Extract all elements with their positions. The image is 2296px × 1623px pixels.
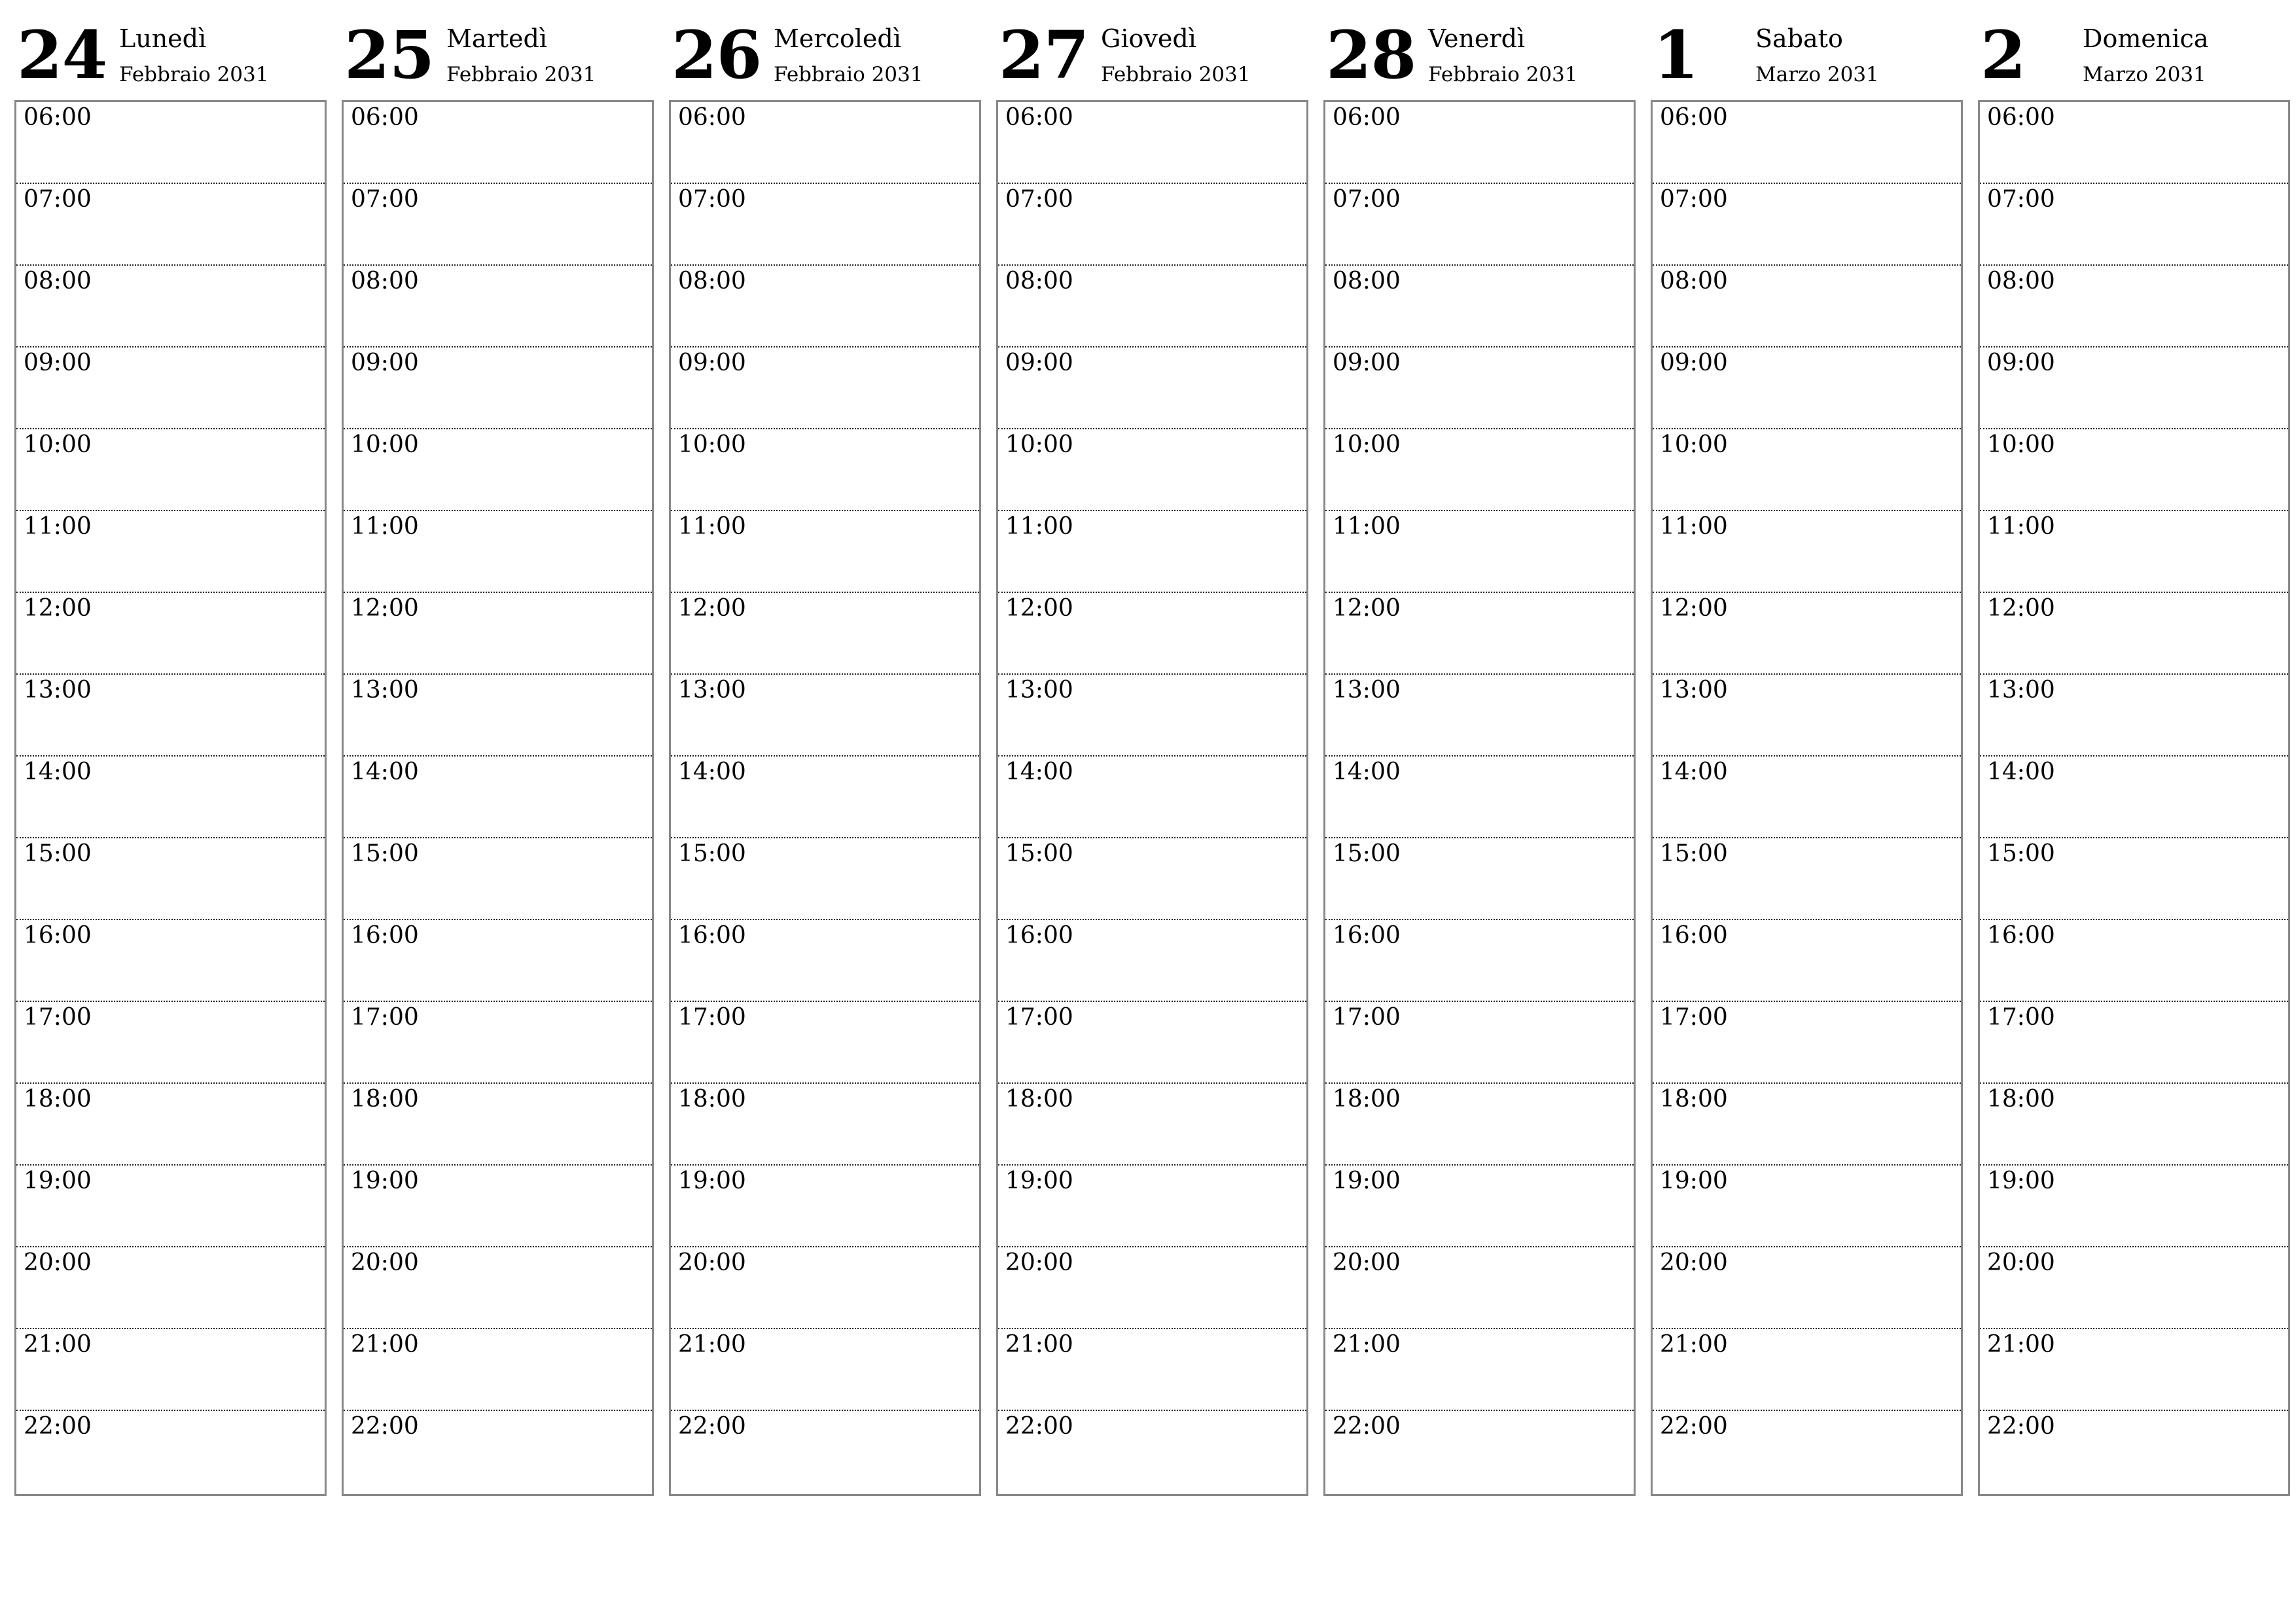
time-slot[interactable] [671, 348, 979, 429]
day-month: Febbraio 2031 [446, 63, 596, 86]
time-slot-label: 21:00 [1660, 1331, 1728, 1358]
time-slot[interactable] [344, 1247, 652, 1329]
time-slot[interactable] [998, 1411, 1306, 1493]
time-slot[interactable] [998, 184, 1306, 266]
time-slot-label: 11:00 [1987, 513, 2055, 540]
time-slot-label: 15:00 [1333, 840, 1401, 867]
time-slot-label: 15:00 [351, 840, 419, 867]
time-slot[interactable] [1980, 1247, 2288, 1329]
time-slot-label: 16:00 [1660, 922, 1728, 949]
day-month: Febbraio 2031 [1428, 63, 1578, 86]
time-slot[interactable] [1653, 675, 1961, 757]
day-number: 1 [1653, 16, 1698, 94]
time-slot-label: 16:00 [351, 922, 419, 949]
time-slot[interactable] [1325, 511, 1634, 593]
time-slot-label: 21:00 [24, 1331, 92, 1358]
time-slot[interactable] [998, 675, 1306, 757]
time-slot[interactable] [1325, 266, 1634, 348]
time-slot-label: 20:00 [351, 1249, 419, 1276]
time-slot-label: 18:00 [351, 1086, 419, 1113]
time-slot[interactable] [344, 429, 652, 511]
day-schedule-box [996, 100, 1308, 1496]
time-slot-label: 17:00 [24, 1004, 92, 1031]
time-slot-label: 08:00 [351, 268, 419, 294]
time-slot[interactable] [1653, 102, 1961, 184]
time-slot[interactable] [16, 920, 325, 1002]
time-slot-label: 08:00 [1005, 268, 1073, 294]
time-slot[interactable] [671, 1329, 979, 1411]
time-slot[interactable] [1325, 429, 1634, 511]
time-slot-label: 22:00 [351, 1413, 419, 1440]
time-slot[interactable] [1325, 1247, 1634, 1329]
time-slot[interactable] [998, 511, 1306, 593]
time-slot-label: 19:00 [1987, 1168, 2055, 1194]
time-slot[interactable] [1980, 838, 2288, 920]
time-slot-label: 13:00 [1987, 677, 2055, 704]
time-slot[interactable] [16, 266, 325, 348]
time-slot-label: 14:00 [1005, 758, 1073, 785]
time-slot[interactable] [671, 1411, 979, 1493]
time-slot-label: 07:00 [1660, 186, 1728, 213]
time-slot-label: 17:00 [1660, 1004, 1728, 1031]
time-slot[interactable] [1653, 593, 1961, 675]
day-schedule-box [1323, 100, 1636, 1496]
time-slot-label: 06:00 [351, 104, 419, 131]
day-column [1651, 0, 1963, 1496]
time-slot[interactable] [344, 757, 652, 838]
time-slot-label: 19:00 [1333, 1168, 1401, 1194]
time-slot-label: 07:00 [1005, 186, 1073, 213]
day-month: Febbraio 2031 [1101, 63, 1251, 86]
time-slot-label: 18:00 [1333, 1086, 1401, 1113]
time-slot[interactable] [998, 1247, 1306, 1329]
time-slot[interactable] [1653, 266, 1961, 348]
time-slot[interactable] [1980, 266, 2288, 348]
time-slot-label: 14:00 [24, 758, 92, 785]
time-slot[interactable] [16, 1166, 325, 1247]
time-slot[interactable] [1980, 593, 2288, 675]
time-slot[interactable] [1653, 1002, 1961, 1084]
time-slot-label: 10:00 [24, 431, 92, 458]
time-slot-label: 22:00 [1987, 1413, 2055, 1440]
time-slot[interactable] [671, 511, 979, 593]
time-slot-label: 22:00 [1333, 1413, 1401, 1440]
time-slot[interactable] [1980, 1411, 2288, 1493]
time-slot[interactable] [671, 102, 979, 184]
time-slot-label: 22:00 [1660, 1413, 1728, 1440]
day-header [669, 0, 981, 100]
time-slot-label: 14:00 [351, 758, 419, 785]
time-slot-label: 21:00 [678, 1331, 746, 1358]
time-slot-label: 13:00 [1660, 677, 1728, 704]
time-slot[interactable] [671, 593, 979, 675]
time-slot[interactable] [998, 1166, 1306, 1247]
time-slot[interactable] [344, 102, 652, 184]
day-name: Giovedì [1101, 24, 1196, 53]
time-slot-label: 17:00 [1987, 1004, 2055, 1031]
time-slot-label: 12:00 [1333, 595, 1401, 622]
time-slot-label: 13:00 [1333, 677, 1401, 704]
time-slot[interactable] [998, 429, 1306, 511]
day-name: Martedì [446, 24, 547, 53]
time-slot-label: 08:00 [1987, 268, 2055, 294]
time-slot[interactable] [671, 266, 979, 348]
time-slot[interactable] [1653, 838, 1961, 920]
time-slot[interactable] [1980, 920, 2288, 1002]
time-slot-label: 15:00 [678, 840, 746, 867]
day-header [1978, 0, 2290, 100]
time-slot-label: 14:00 [1660, 758, 1728, 785]
day-number: 26 [672, 16, 762, 94]
time-slot-label: 12:00 [678, 595, 746, 622]
time-slot[interactable] [671, 675, 979, 757]
time-slot-label: 09:00 [1987, 349, 2055, 376]
time-slot-label: 16:00 [1333, 922, 1401, 949]
day-column [342, 0, 654, 1496]
time-slot-label: 12:00 [1660, 595, 1728, 622]
time-slot-label: 08:00 [24, 268, 92, 294]
time-slot[interactable] [1653, 1084, 1961, 1166]
time-slot[interactable] [344, 1411, 652, 1493]
time-slot-label: 19:00 [1660, 1168, 1728, 1194]
time-slot[interactable] [998, 266, 1306, 348]
time-slot-label: 19:00 [351, 1168, 419, 1194]
time-slot[interactable] [1980, 757, 2288, 838]
time-slot[interactable] [16, 511, 325, 593]
time-slot-label: 11:00 [351, 513, 419, 540]
time-slot-label: 18:00 [1660, 1086, 1728, 1113]
time-slot-label: 17:00 [351, 1004, 419, 1031]
time-slot-label: 20:00 [1660, 1249, 1728, 1276]
time-slot-label: 06:00 [678, 104, 746, 131]
time-slot[interactable] [998, 593, 1306, 675]
time-slot[interactable] [1980, 1084, 2288, 1166]
time-slot[interactable] [16, 348, 325, 429]
time-slot[interactable] [1980, 1329, 2288, 1411]
time-slot[interactable] [1653, 184, 1961, 266]
time-slot[interactable] [671, 1247, 979, 1329]
time-slot-label: 11:00 [678, 513, 746, 540]
day-column [1323, 0, 1636, 1496]
time-slot[interactable] [671, 1084, 979, 1166]
time-slot[interactable] [998, 838, 1306, 920]
day-name: Sabato [1755, 24, 1843, 53]
time-slot-label: 10:00 [1333, 431, 1401, 458]
time-slot[interactable] [16, 429, 325, 511]
time-slot-label: 20:00 [1005, 1249, 1073, 1276]
time-slot-label: 20:00 [678, 1249, 746, 1276]
day-schedule-box [1978, 100, 2290, 1496]
time-slot[interactable] [16, 1002, 325, 1084]
time-slot[interactable] [998, 1329, 1306, 1411]
time-slot[interactable] [998, 348, 1306, 429]
day-month: Marzo 2031 [2083, 63, 2206, 86]
time-slot-label: 15:00 [1987, 840, 2055, 867]
time-slot[interactable] [998, 1084, 1306, 1166]
time-slot[interactable] [1325, 1002, 1634, 1084]
time-slot[interactable] [1325, 1411, 1634, 1493]
time-slot-label: 06:00 [1005, 104, 1073, 131]
time-slot[interactable] [344, 1166, 652, 1247]
time-slot[interactable] [1980, 348, 2288, 429]
time-slot[interactable] [344, 1329, 652, 1411]
time-slot[interactable] [671, 1002, 979, 1084]
time-slot[interactable] [671, 838, 979, 920]
time-slot-label: 22:00 [678, 1413, 746, 1440]
time-slot[interactable] [1325, 1084, 1634, 1166]
time-slot-label: 06:00 [24, 104, 92, 131]
time-slot[interactable] [1325, 920, 1634, 1002]
time-slot-label: 16:00 [678, 922, 746, 949]
time-slot-label: 10:00 [351, 431, 419, 458]
time-slot[interactable] [344, 593, 652, 675]
time-slot[interactable] [16, 593, 325, 675]
time-slot[interactable] [1653, 1411, 1961, 1493]
time-slot-label: 10:00 [1987, 431, 2055, 458]
time-slot-label: 08:00 [1333, 268, 1401, 294]
time-slot-label: 07:00 [24, 186, 92, 213]
time-slot[interactable] [344, 675, 652, 757]
time-slot-label: 07:00 [1333, 186, 1401, 213]
time-slot-label: 12:00 [351, 595, 419, 622]
time-slot-label: 22:00 [1005, 1413, 1073, 1440]
time-slot-label: 18:00 [678, 1086, 746, 1113]
time-slot-label: 06:00 [1660, 104, 1728, 131]
time-slot[interactable] [16, 838, 325, 920]
time-slot-label: 17:00 [1005, 1004, 1073, 1031]
day-schedule-box [1651, 100, 1963, 1496]
time-slot-label: 22:00 [24, 1413, 92, 1440]
time-slot[interactable] [671, 1166, 979, 1247]
time-slot-label: 09:00 [351, 349, 419, 376]
time-slot-label: 16:00 [1987, 922, 2055, 949]
time-slot[interactable] [344, 511, 652, 593]
time-slot[interactable] [998, 1002, 1306, 1084]
time-slot-label: 15:00 [24, 840, 92, 867]
time-slot-label: 16:00 [1005, 922, 1073, 949]
day-number: 28 [1326, 16, 1416, 94]
time-slot[interactable] [16, 675, 325, 757]
time-slot-label: 10:00 [678, 431, 746, 458]
day-column [14, 0, 327, 1496]
time-slot-label: 08:00 [678, 268, 746, 294]
time-slot[interactable] [16, 1247, 325, 1329]
day-month: Marzo 2031 [1755, 63, 1879, 86]
time-slot[interactable] [16, 1084, 325, 1166]
time-slot[interactable] [1980, 511, 2288, 593]
time-slot-label: 18:00 [1987, 1086, 2055, 1113]
day-schedule-box [342, 100, 654, 1496]
time-slot-label: 12:00 [24, 595, 92, 622]
time-slot-label: 15:00 [1660, 840, 1728, 867]
time-slot-label: 18:00 [24, 1086, 92, 1113]
time-slot[interactable] [1325, 348, 1634, 429]
time-slot[interactable] [344, 838, 652, 920]
time-slot-label: 20:00 [1987, 1249, 2055, 1276]
time-slot-label: 14:00 [1987, 758, 2055, 785]
time-slot[interactable] [998, 920, 1306, 1002]
time-slot-label: 13:00 [351, 677, 419, 704]
time-slot-label: 13:00 [24, 677, 92, 704]
time-slot[interactable] [1325, 838, 1634, 920]
time-slot-label: 18:00 [1005, 1086, 1073, 1113]
time-slot[interactable] [344, 348, 652, 429]
time-slot-label: 15:00 [1005, 840, 1073, 867]
day-name: Mercoledì [774, 24, 901, 53]
time-slot[interactable] [1653, 429, 1961, 511]
time-slot-label: 07:00 [1987, 186, 2055, 213]
time-slot-label: 19:00 [24, 1168, 92, 1194]
time-slot[interactable] [1325, 757, 1634, 838]
time-slot[interactable] [344, 266, 652, 348]
time-slot[interactable] [1653, 1166, 1961, 1247]
time-slot[interactable] [671, 429, 979, 511]
time-slot-label: 09:00 [1660, 349, 1728, 376]
time-slot[interactable] [1325, 184, 1634, 266]
day-number: 27 [999, 16, 1089, 94]
time-slot[interactable] [344, 920, 652, 1002]
time-slot-label: 14:00 [678, 758, 746, 785]
time-slot-label: 11:00 [1333, 513, 1401, 540]
day-header [14, 0, 327, 100]
time-slot[interactable] [671, 757, 979, 838]
time-slot-label: 19:00 [678, 1168, 746, 1194]
time-slot-label: 07:00 [678, 186, 746, 213]
time-slot-label: 17:00 [1333, 1004, 1401, 1031]
time-slot[interactable] [1653, 511, 1961, 593]
time-slot[interactable] [998, 102, 1306, 184]
day-number: 2 [1981, 16, 2026, 94]
time-slot-label: 20:00 [24, 1249, 92, 1276]
time-slot[interactable] [1325, 1329, 1634, 1411]
day-header [342, 0, 654, 100]
day-header [996, 0, 1308, 100]
time-slot-label: 07:00 [351, 186, 419, 213]
day-number: 24 [17, 16, 107, 94]
time-slot-label: 06:00 [1333, 104, 1401, 131]
time-slot[interactable] [1980, 675, 2288, 757]
time-slot[interactable] [344, 1002, 652, 1084]
day-column [996, 0, 1308, 1496]
day-number: 25 [344, 16, 435, 94]
time-slot[interactable] [1653, 1329, 1961, 1411]
time-slot[interactable] [16, 1329, 325, 1411]
day-month: Febbraio 2031 [119, 63, 269, 86]
time-slot-label: 08:00 [1660, 268, 1728, 294]
time-slot[interactable] [16, 102, 325, 184]
time-slot[interactable] [671, 184, 979, 266]
day-name: Domenica [2083, 24, 2209, 53]
time-slot-label: 10:00 [1005, 431, 1073, 458]
time-slot-label: 21:00 [1005, 1331, 1073, 1358]
time-slot[interactable] [671, 920, 979, 1002]
time-slot-label: 13:00 [678, 677, 746, 704]
day-column [669, 0, 981, 1496]
time-slot-label: 10:00 [1660, 431, 1728, 458]
time-slot-label: 17:00 [678, 1004, 746, 1031]
time-slot-label: 21:00 [351, 1331, 419, 1358]
time-slot[interactable] [1980, 102, 2288, 184]
time-slot[interactable] [1325, 1166, 1634, 1247]
day-schedule-box [669, 100, 981, 1496]
time-slot[interactable] [998, 757, 1306, 838]
day-header [1651, 0, 1963, 100]
time-slot-label: 09:00 [678, 349, 746, 376]
time-slot[interactable] [1980, 184, 2288, 266]
time-slot-label: 16:00 [24, 922, 92, 949]
time-slot[interactable] [1653, 920, 1961, 1002]
time-slot[interactable] [1980, 429, 2288, 511]
time-slot[interactable] [344, 1084, 652, 1166]
day-month: Febbraio 2031 [774, 63, 924, 86]
time-slot-label: 20:00 [1333, 1249, 1401, 1276]
time-slot[interactable] [16, 1411, 325, 1493]
week-planner [14, 0, 2290, 1496]
time-slot-label: 13:00 [1005, 677, 1073, 704]
day-column [1978, 0, 2290, 1496]
time-slot-label: 21:00 [1333, 1331, 1401, 1358]
day-name: Lunedì [119, 24, 207, 53]
time-slot-label: 12:00 [1005, 595, 1073, 622]
time-slot-label: 09:00 [1005, 349, 1073, 376]
time-slot-label: 12:00 [1987, 595, 2055, 622]
time-slot[interactable] [16, 757, 325, 838]
time-slot[interactable] [1325, 593, 1634, 675]
time-slot[interactable] [1980, 1002, 2288, 1084]
time-slot-label: 11:00 [24, 513, 92, 540]
time-slot[interactable] [1653, 348, 1961, 429]
time-slot[interactable] [344, 184, 652, 266]
time-slot[interactable] [1980, 1166, 2288, 1247]
time-slot-label: 21:00 [1987, 1331, 2055, 1358]
day-header [1323, 0, 1636, 100]
time-slot-label: 11:00 [1660, 513, 1728, 540]
time-slot-label: 09:00 [24, 349, 92, 376]
time-slot-label: 11:00 [1005, 513, 1073, 540]
time-slot[interactable] [1653, 1247, 1961, 1329]
time-slot[interactable] [16, 184, 325, 266]
day-name: Venerdì [1428, 24, 1526, 53]
time-slot[interactable] [1653, 757, 1961, 838]
time-slot-label: 19:00 [1005, 1168, 1073, 1194]
time-slot[interactable] [1325, 675, 1634, 757]
time-slot-label: 09:00 [1333, 349, 1401, 376]
time-slot-label: 14:00 [1333, 758, 1401, 785]
day-schedule-box [14, 100, 327, 1496]
time-slot[interactable] [1325, 102, 1634, 184]
time-slot-label: 06:00 [1987, 104, 2055, 131]
